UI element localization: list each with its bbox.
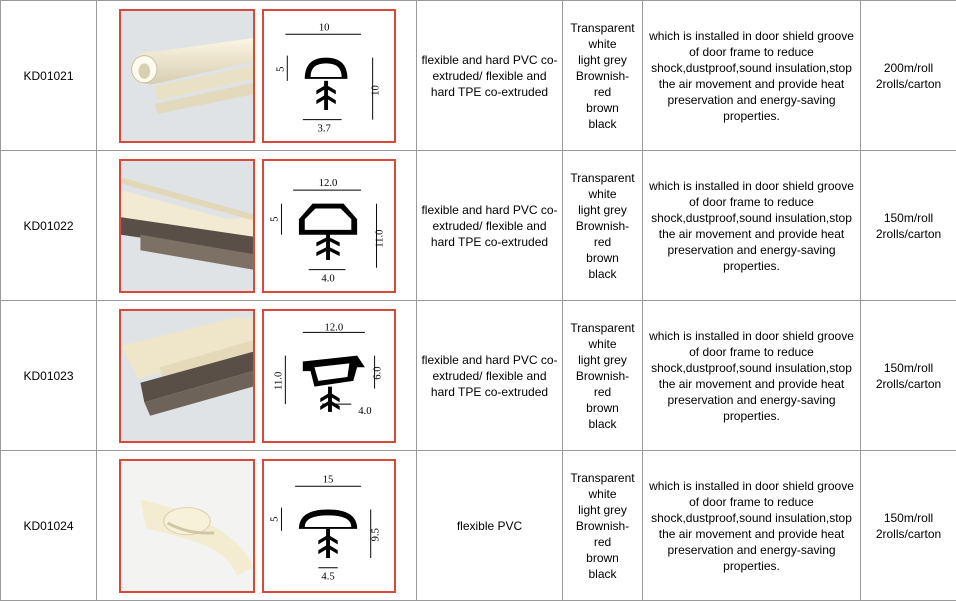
color-option: brown bbox=[586, 100, 619, 115]
packing-cell bbox=[861, 451, 956, 601]
colors-cell bbox=[563, 1, 643, 151]
color-option: Transparent bbox=[570, 470, 635, 485]
svg-text:11.0: 11.0 bbox=[272, 371, 285, 390]
material-cell: flexible PVC bbox=[417, 451, 563, 601]
svg-text:10: 10 bbox=[318, 21, 330, 34]
color-option: Brownish- bbox=[575, 68, 630, 83]
color-option: red bbox=[593, 234, 612, 249]
product-photo bbox=[119, 9, 255, 143]
color-option: Transparent bbox=[570, 170, 635, 185]
strip-photo bbox=[121, 311, 253, 441]
color-option: Brownish- bbox=[575, 218, 630, 233]
packing-line: 2rolls/carton bbox=[875, 376, 942, 391]
cross-section-drawing bbox=[264, 11, 394, 141]
svg-text:4.0: 4.0 bbox=[321, 272, 335, 285]
strip-photo bbox=[121, 461, 253, 591]
cross-section-drawing bbox=[264, 461, 394, 591]
color-option: light grey bbox=[578, 202, 627, 217]
svg-text:11.0: 11.0 bbox=[373, 229, 386, 248]
svg-text:4.5: 4.5 bbox=[321, 570, 335, 583]
strip-photo bbox=[121, 11, 253, 141]
svg-text:10: 10 bbox=[369, 85, 382, 96]
color-option: red bbox=[593, 534, 612, 549]
table-row bbox=[1, 451, 956, 601]
svg-text:4.0: 4.0 bbox=[358, 404, 372, 417]
product-photo bbox=[119, 309, 255, 443]
color-option: black bbox=[588, 266, 617, 281]
packing-line: 150m/roll bbox=[883, 510, 934, 525]
material-cell: flexible and hard PVC co-extruded/ flexible and hard TPE co-extruded bbox=[417, 151, 563, 301]
packing-line: 150m/roll bbox=[883, 210, 934, 225]
material-cell: flexible and hard PVC co-extruded/ flexible and hard TPE co-extruded bbox=[417, 301, 563, 451]
application-cell: which is installed in door shield groove of door frame to reduce shock,dustproof,sound insulation,stop the air movement and provide heat preservation and energy-saving properties. bbox=[643, 151, 861, 301]
color-option: white bbox=[588, 486, 617, 501]
strip-photo bbox=[121, 161, 253, 291]
color-option: black bbox=[588, 416, 617, 431]
packing-line: 2rolls/carton bbox=[875, 226, 942, 241]
color-option: brown bbox=[586, 400, 619, 415]
color-option: white bbox=[588, 186, 617, 201]
table-row bbox=[1, 151, 956, 301]
application-cell: which is installed in door shield groove of door frame to reduce shock,dustproof,sound insulation,stop the air movement and provide heat preservation and energy-saving properties. bbox=[643, 451, 861, 601]
color-option: black bbox=[588, 566, 617, 581]
color-option: brown bbox=[586, 550, 619, 565]
product-images-cell bbox=[97, 451, 417, 601]
colors-cell bbox=[563, 301, 643, 451]
table-row bbox=[1, 1, 956, 151]
svg-text:12.0: 12.0 bbox=[324, 321, 344, 334]
color-option: red bbox=[593, 384, 612, 399]
color-option: Brownish- bbox=[575, 368, 630, 383]
svg-text:15: 15 bbox=[322, 473, 334, 486]
color-option: light grey bbox=[578, 352, 627, 367]
profile-drawing bbox=[262, 459, 396, 593]
svg-text:12.0: 12.0 bbox=[318, 177, 338, 190]
product-images-cell bbox=[97, 151, 417, 301]
material-cell: flexible and hard PVC co-extruded/ flexible and hard TPE co-extruded bbox=[417, 1, 563, 151]
product-photo bbox=[119, 459, 255, 593]
model-number: KD01023 bbox=[1, 301, 97, 451]
packing-line: 2rolls/carton bbox=[875, 526, 942, 541]
product-photo bbox=[119, 159, 255, 293]
svg-text:5: 5 bbox=[268, 516, 281, 522]
color-option: Transparent bbox=[570, 20, 635, 35]
color-option: white bbox=[588, 36, 617, 51]
model-number: KD01022 bbox=[1, 151, 97, 301]
color-option: light grey bbox=[578, 502, 627, 517]
packing-cell bbox=[861, 301, 956, 451]
color-option: light grey bbox=[578, 52, 627, 67]
colors-cell bbox=[563, 151, 643, 301]
color-option: Transparent bbox=[570, 320, 635, 335]
svg-text:5: 5 bbox=[268, 216, 281, 222]
product-images-cell bbox=[97, 301, 417, 451]
model-number: KD01021 bbox=[1, 1, 97, 151]
cross-section-drawing bbox=[264, 311, 394, 441]
svg-text:9.5: 9.5 bbox=[369, 528, 382, 542]
application-cell: which is installed in door shield groove of door frame to reduce shock,dustproof,sound insulation,stop the air movement and provide heat preservation and energy-saving properties. bbox=[643, 301, 861, 451]
svg-text:6.0: 6.0 bbox=[371, 366, 384, 380]
packing-cell bbox=[861, 151, 956, 301]
packing-line: 150m/roll bbox=[883, 360, 934, 375]
color-option: white bbox=[588, 336, 617, 351]
colors-cell bbox=[563, 451, 643, 601]
color-option: red bbox=[593, 84, 612, 99]
profile-drawing bbox=[262, 9, 396, 143]
profile-drawing bbox=[262, 159, 396, 293]
color-option: black bbox=[588, 116, 617, 131]
cross-section-drawing bbox=[264, 161, 394, 291]
color-option: Brownish- bbox=[575, 518, 630, 533]
packing-cell bbox=[861, 1, 956, 151]
svg-text:3.7: 3.7 bbox=[317, 122, 331, 135]
table-row bbox=[1, 301, 956, 451]
application-cell: which is installed in door shield groove of door frame to reduce shock,dustproof,sound insulation,stop the air movement and provide heat preservation and energy-saving properties. bbox=[643, 1, 861, 151]
model-number: KD01024 bbox=[1, 451, 97, 601]
svg-text:5: 5 bbox=[274, 66, 287, 72]
color-option: brown bbox=[586, 250, 619, 265]
product-images-cell bbox=[97, 1, 417, 151]
packing-line: 200m/roll bbox=[883, 60, 934, 75]
packing-line: 2rolls/carton bbox=[875, 76, 942, 91]
profile-drawing bbox=[262, 309, 396, 443]
